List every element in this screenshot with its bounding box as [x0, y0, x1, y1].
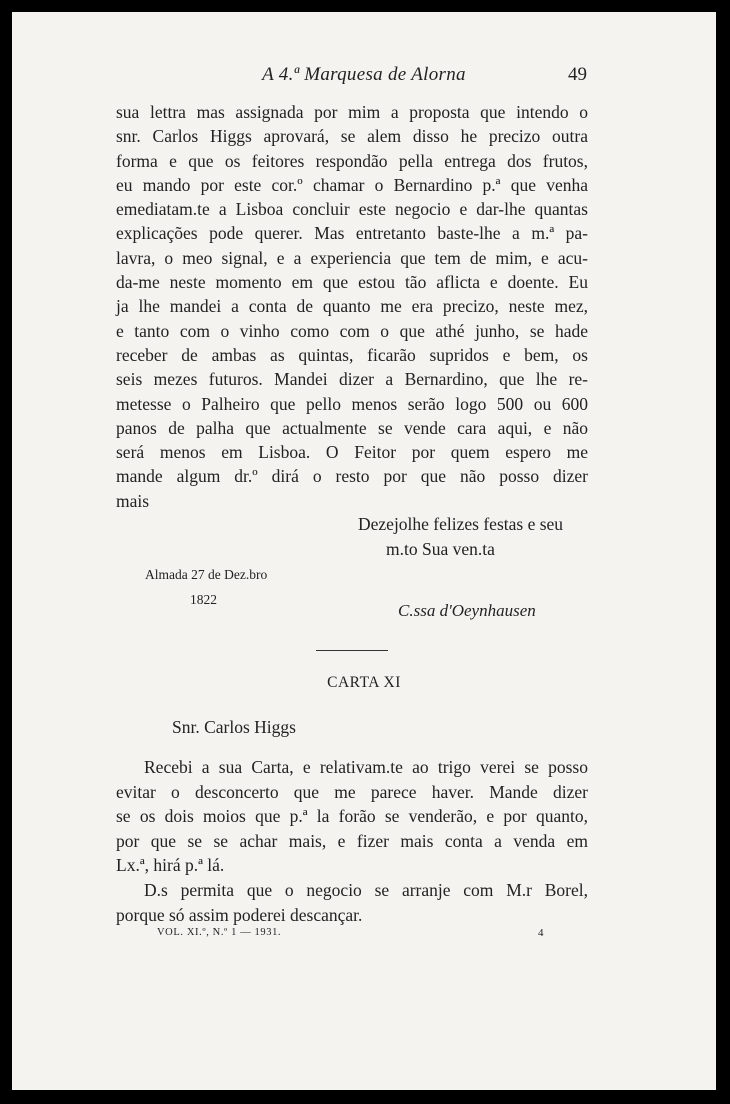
running-header-title: A 4.ª Marquesa de Alorna [262, 64, 466, 85]
text-line: evitar o desconcerto que me parece haver. Mande dizer [116, 781, 588, 802]
text-line: forma e que os feitores respondão pella entrega dos frutos, [116, 150, 588, 171]
text-line: seis mezes futuros. Mandei dizer a Bernardino, que lhe re- [116, 369, 588, 390]
letter-xi-body [116, 755, 588, 927]
text-line: por que se se achar mais, e fizer mais conta a venda em [116, 830, 588, 851]
footer-sheet-number: 4 [538, 927, 544, 939]
year: 1822 [190, 592, 217, 607]
text-line: Lx.ª, hirá p.ª lá. [116, 855, 225, 876]
text-line: panos de palha que actualmente se vende cara aqui, e não [116, 417, 588, 438]
closing-line-2: m.to Sua ven.ta [386, 539, 495, 559]
signature: C.ssa d'Oeynhausen [398, 601, 536, 620]
text-line: se os dois moios que p.ª la forão se venderão, e por quanto, [116, 806, 588, 827]
section-divider [316, 650, 388, 651]
closing-line-1: Dezejolhe felizes festas e seu [358, 514, 564, 534]
text-line: metesse o Palheiro que pello menos serão logo 500 ou 600 [116, 393, 588, 414]
text-line: será menos em Lisboa. O Feitor por quem espero me [116, 442, 588, 463]
text-line: mande algum dr.º dirá o resto por que não posso dizer [116, 466, 588, 487]
text-line: mais [116, 490, 150, 511]
closing-formula [358, 512, 563, 562]
letter-heading: CARTA XI [327, 674, 401, 691]
footer-signature-mark: VOL. XI.º, N.º 1 — 1931. [157, 927, 282, 938]
text-line: ja lhe mandei a conta de quanto me era precizo, neste mez, [116, 296, 588, 317]
page-number: 49 [568, 64, 587, 85]
salutation: Snr. Carlos Higgs [172, 717, 296, 737]
text-line: sua lettra mas assignada por mim a proposta que intendo o [116, 102, 588, 122]
text-line: porque só assim poderei descançar. [116, 904, 363, 925]
text-line: da-me neste momento em que estou tão aflicta e doente. Eu [116, 272, 588, 293]
text-line: D.s permita que o negocio se arranje com M.r Borel, [144, 879, 588, 900]
text-line: snr. Carlos Higgs aprovará, se alem disso he precizo outra [116, 126, 588, 147]
text-line: lavra, o meo signal, e a experiencia que tem de mim, e acu- [116, 247, 588, 268]
text-line: receber de ambas as quintas, ficarão supridos e bem, os [116, 344, 588, 365]
text-line: explicações pode querer. Mas entretanto baste-lhe a m.ª pa- [116, 223, 588, 244]
text-line: eu mando por este cor.º chamar o Bernardino p.ª que venha [116, 174, 588, 195]
text-line: Recebi a sua Carta, e relativam.te ao trigo verei se posso [144, 757, 588, 777]
letter-x-body [116, 100, 588, 513]
place-date: Almada 27 de Dez.bro [145, 567, 268, 582]
text-line: e tanto com o vinho como com o que athé junho, se hade [116, 320, 588, 341]
document-page [12, 12, 716, 1090]
text-line: emediatam.te a Lisboa concluir este negocio e dar-lhe quantas [116, 199, 588, 220]
